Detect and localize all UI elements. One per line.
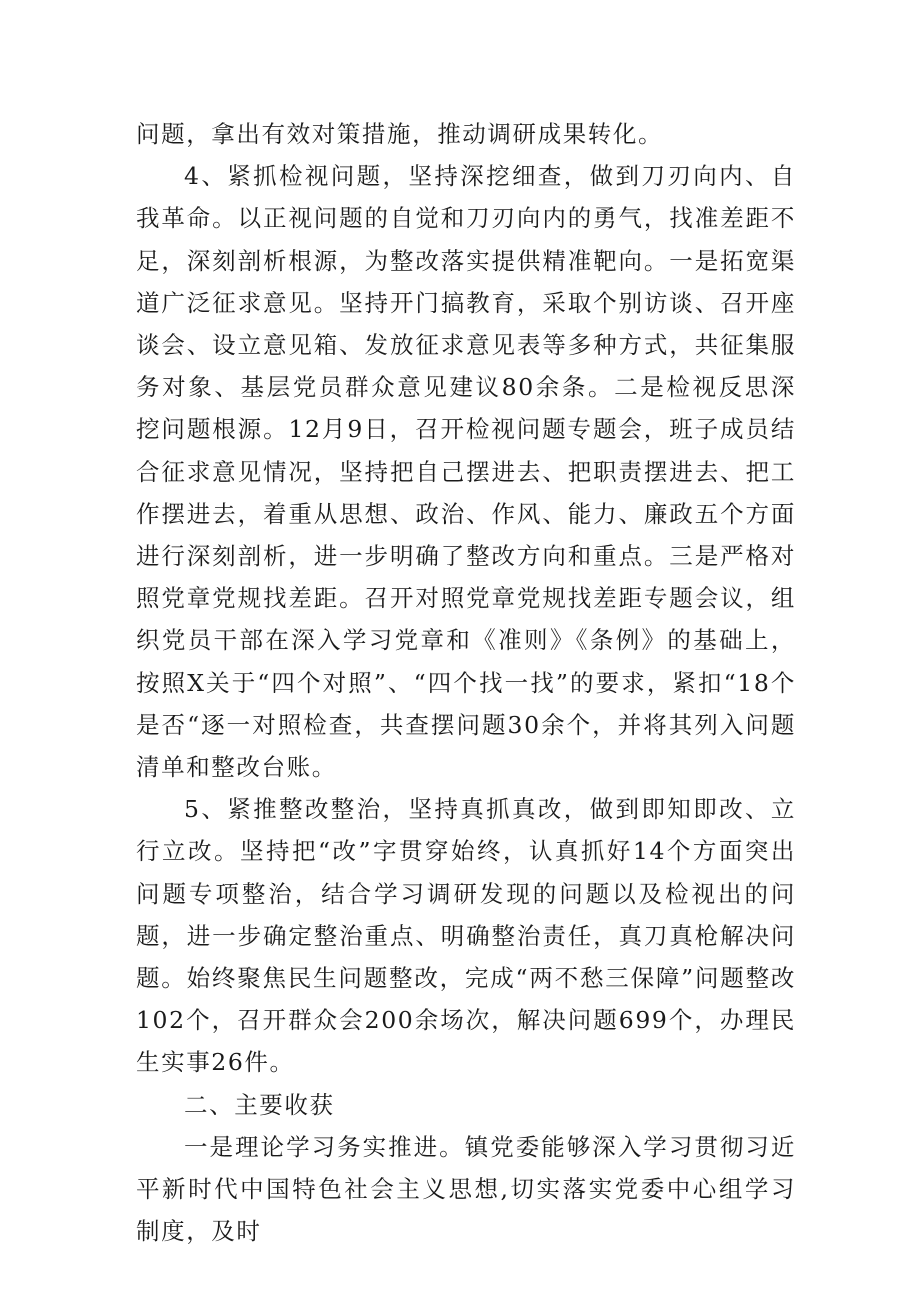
paragraph-item-4: 4、紧抓检视问题，坚持深挖细查，做到刀刃向内、自我革命。以正视问题的自觉和刀刃向内的勇气，找准差距不足，深刻剖析根源，为整改落实提供精准靶向。一是拓宽渠道广泛征求意见。坚持开门搞教育，采取个别访谈、召开座谈会、设立意见箱、发放征求意见表等多种方式，共征集服务对象、基层党员群众意见建议80余条。二是检视反思深挖问题根源。12月9日，召开检视问题专题会，班子成员结合征求意见情况，坚持把自己摆进去、把职责摆进去、把工作摆进去，着重从思想、政治、作风、能力、廉政五个方面进行深刻剖析，进一步明确了整改方向和重点。三是严格对照党章党规找差距。召开对照党章党规找差距专题会议，组织党员干部在深入学习党章和《准则》《条例》的基础上，按照X关于“四个对照”、“四个找一找”的要求，紧扣“18个是否“逐一对照检查，共查摆问题30余个，并将其列入问题清单和整改台账。	[136, 162, 796, 782]
document-body	[136, 113, 796, 1252]
paragraph-item-5: 5、紧推整改整治，坚持真抓真改，做到即知即改、立行立改。坚持把“改”字贯穿始终，认真抓好14个方面突出问题专项整治，结合学习调研发现的问题以及检视出的问题，进一步确定整治重点、明确整治责任，真刀真枪解决问题。始终聚焦民生问题整改，完成“两不愁三保障”问题整改102个，召开群众会200余场次，解决问题699个，办理民生实事26件。	[136, 795, 796, 1077]
paragraph-continuation: 问题，拿出有效对策措施，推动调研成果转化。	[136, 120, 664, 148]
section-heading: 二、主要收获	[184, 1090, 335, 1119]
paragraph-theory-study: 一是理论学习务实推进。镇党委能够深入学习贯彻习近平新时代中国特色社会主义思想,切实落实党委中心组学习制度，及时	[136, 1132, 796, 1246]
